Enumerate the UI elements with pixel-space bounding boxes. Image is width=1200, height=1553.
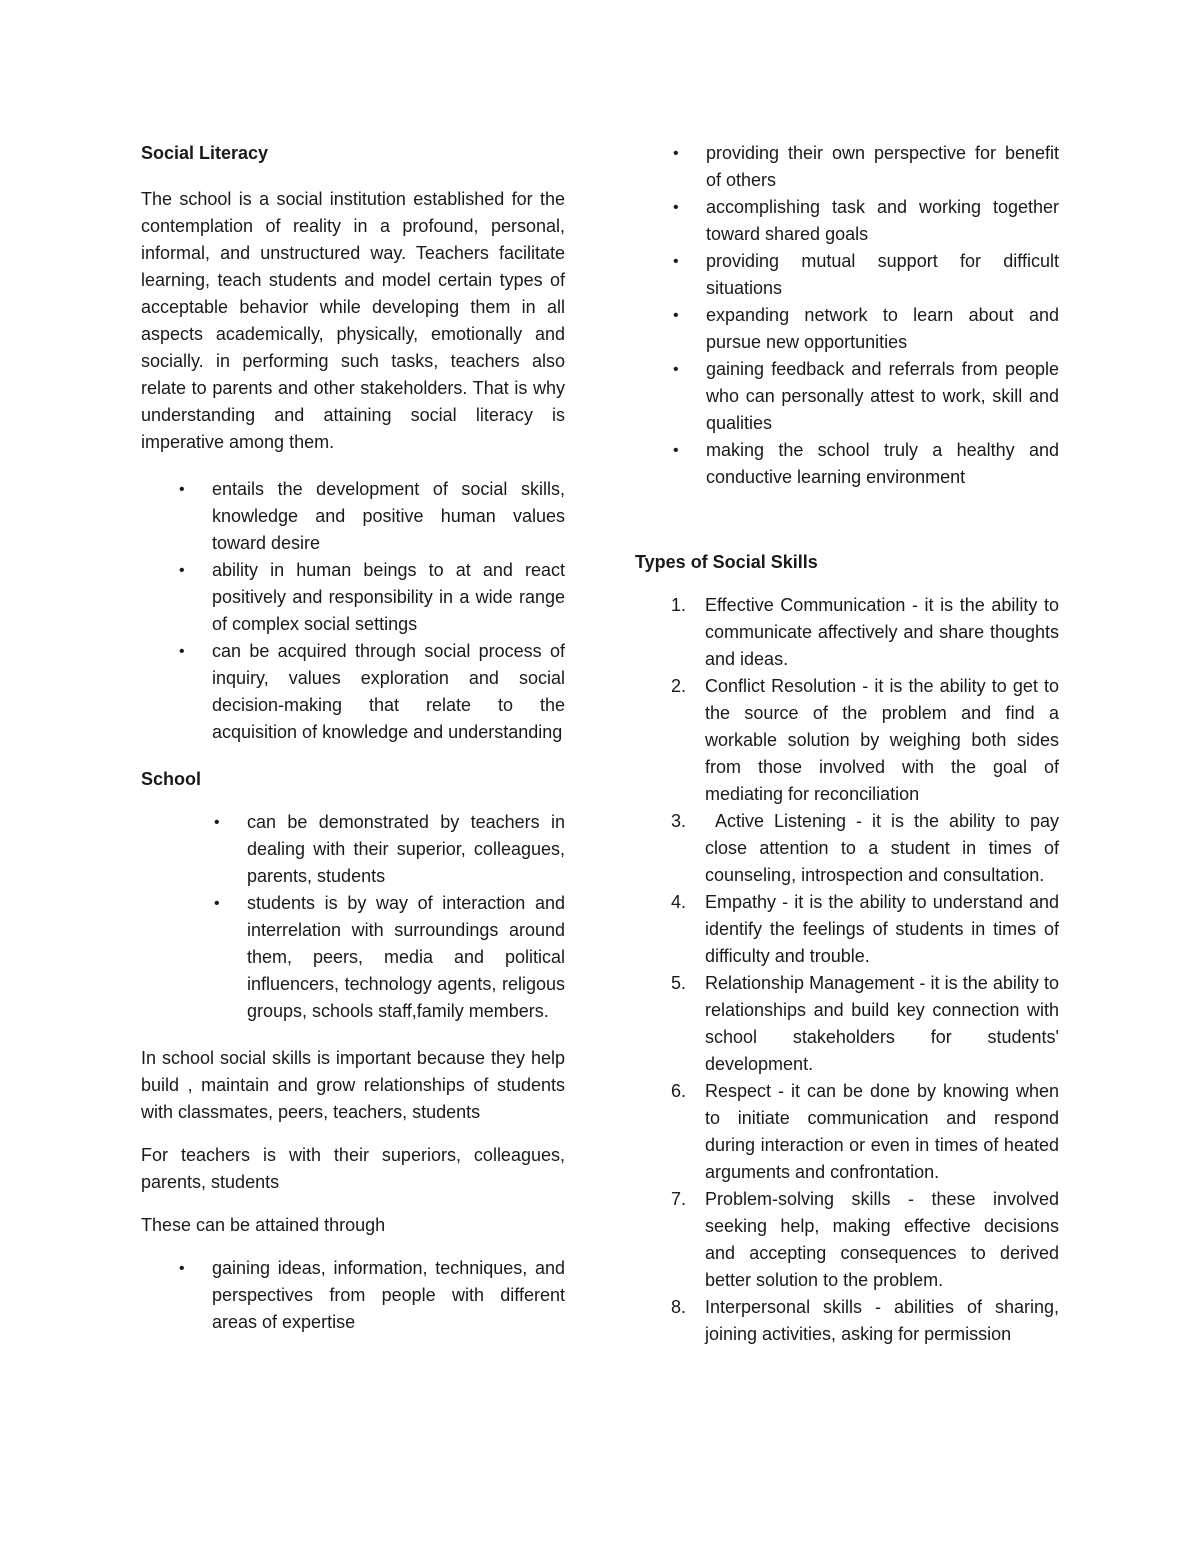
bullet-icon: • — [214, 895, 220, 912]
list-item: • can be acquired through social process of inquiry, values exploration and social decision-making that relate to the acquisition of knowledge and understanding — [212, 638, 565, 746]
list-item: 5. Relationship Management - it is the ability to relationships and build key connection with school stakeholders for students' development. — [635, 970, 1059, 1078]
bullet-icon: • — [673, 199, 679, 216]
list-item: • ability in human beings to at and react positively and responsibility in a wide range of complex social settings — [212, 557, 565, 638]
bullet-icon: • — [673, 307, 679, 324]
list-item: • expanding network to learn about and pursue new opportunities — [706, 302, 1059, 356]
list-number: 5. — [671, 973, 687, 993]
school-importance-paragraph: In school social skills is important because they help build , maintain and grow relationships of students with classmates, peers, teachers, students — [141, 1048, 565, 1122]
attained-bullets — [179, 1255, 565, 1336]
bullet-icon: • — [673, 253, 679, 270]
list-item: 4. Empathy - it is the ability to understand and identify the feelings of students in times of difficulty and trouble. — [635, 889, 1059, 970]
bullet-icon: • — [673, 145, 679, 162]
list-item: • entails the development of social skills, knowledge and positive human values toward desire — [212, 476, 565, 557]
list-item: • gaining ideas, information, techniques, and perspectives from people with different areas of expertise — [212, 1255, 565, 1336]
list-item: • gaining feedback and referrals from people who can personally attest to work, skill and qualities — [706, 356, 1059, 437]
left-column — [141, 140, 565, 1336]
list-item: 6. Respect - it can be done by knowing when to initiate communication and respond during interaction or even in times of heated arguments and confrontation. — [635, 1078, 1059, 1186]
list-number: 6. — [671, 1081, 687, 1101]
section-heading-school: School — [141, 769, 202, 789]
bullet-icon: • — [179, 562, 185, 579]
list-number: 8. — [671, 1297, 687, 1317]
school-bullets — [214, 809, 565, 1025]
list-number: 7. — [671, 1189, 687, 1209]
list-item: 7. Problem-solving skills - these involved seeking help, making effective decisions and accepting consequences to derived better solution to the problem. — [635, 1186, 1059, 1294]
list-item: • students is by way of interaction and interrelation with surroundings around them, peers, media and political influencers, technology agents, religous groups, schools staff,family members. — [247, 890, 565, 1025]
list-item: • accomplishing task and working together toward shared goals — [706, 194, 1059, 248]
social-literacy-bullets — [179, 476, 565, 746]
bullet-icon: • — [214, 814, 220, 831]
list-number: 1. — [671, 595, 687, 615]
benefits-bullets — [673, 140, 1059, 491]
bullet-icon: • — [179, 481, 185, 498]
list-number: 2. — [671, 676, 687, 696]
list-item: 3. Active Listening - it is the ability to pay close attention to a student in times of counseling, introspection and consultation. — [635, 808, 1059, 889]
bullet-icon: • — [673, 361, 679, 378]
list-number: 4. — [671, 892, 687, 912]
section-heading-types-of-social-skills: Types of Social Skills — [635, 552, 818, 572]
teachers-paragraph: For teachers is with their superiors, colleagues, parents, students — [141, 1145, 565, 1192]
bullet-icon: • — [673, 442, 679, 459]
social-skills-numbered-list — [635, 592, 1065, 1348]
section-heading-social-literacy: Social Literacy — [141, 143, 269, 163]
intro-paragraph: The school is a social institution established for the contemplation of reality in a profound, personal, informal, and unstructured way. Teachers facilitate learning, teach students and model certain types of acceptable behavior while developing them in all aspects academically, physically, emotionally and socially. in performing such tasks, teachers also relate to parents and other stakeholders. That is why understanding and attaining social literacy is imperative among them. — [141, 189, 565, 452]
list-item: • can be demonstrated by teachers in dealing with their superior, colleagues, parents, students — [247, 809, 565, 890]
bullet-icon: • — [179, 643, 185, 660]
list-item: • making the school truly a healthy and conductive learning environment — [706, 437, 1059, 491]
list-number: 3. — [671, 811, 687, 831]
list-item: • providing mutual support for difficult situations — [706, 248, 1059, 302]
list-item: • providing their own perspective for benefit of others — [706, 140, 1059, 194]
list-item: 8. Interpersonal skills - abilities of sharing, joining activities, asking for permission — [635, 1294, 1059, 1348]
right-column — [635, 140, 1065, 1348]
list-item: 2. Conflict Resolution - it is the ability to get to the source of the problem and find a workable solution by weighing both sides from those involved with the goal of mediating for reconciliation — [635, 673, 1059, 808]
attained-through-paragraph: These can be attained through — [141, 1215, 386, 1235]
bullet-icon: • — [179, 1260, 185, 1277]
list-item: 1. Effective Communication - it is the ability to communicate affectively and share thoughts and ideas. — [635, 592, 1059, 673]
